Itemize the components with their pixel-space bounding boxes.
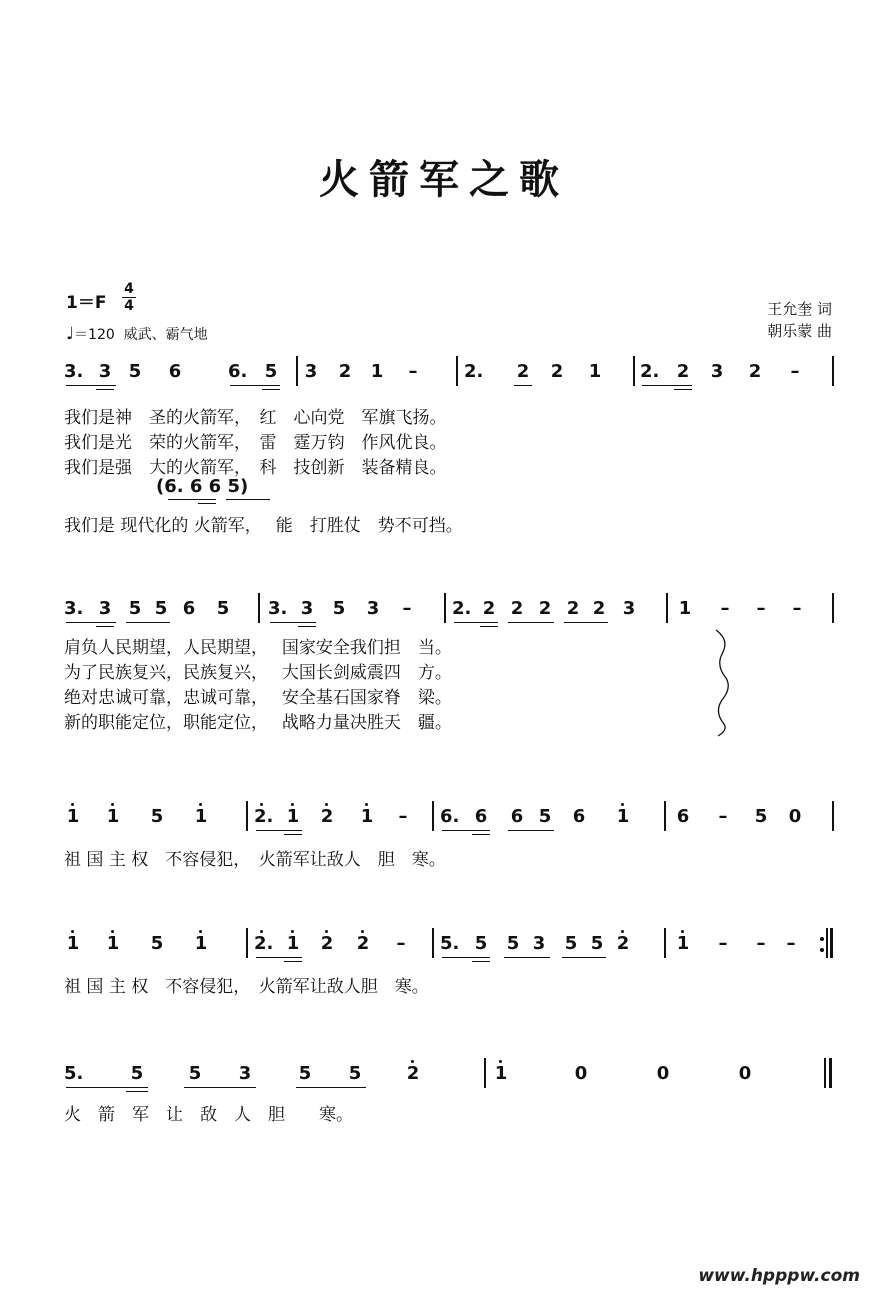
underline (472, 834, 490, 835)
note: 5. (440, 933, 460, 954)
high-octave-dot (291, 930, 294, 933)
note: – (756, 933, 766, 954)
lyric-line: 祖 国 主 权 不容侵犯， 火箭军让敌人 胆 寒。 (64, 850, 446, 870)
note: 2 (338, 361, 352, 382)
barline (246, 801, 248, 831)
underline (198, 503, 216, 504)
note: 5 (590, 933, 604, 954)
note: 6. (440, 806, 460, 827)
note: 2 (320, 933, 334, 954)
note: 1 (360, 806, 374, 827)
final-barline (829, 1058, 832, 1088)
note: 3 (238, 1063, 252, 1084)
note: 1 (676, 933, 690, 954)
note: 3 (366, 598, 380, 619)
barline (432, 801, 434, 831)
note: 2 (616, 933, 630, 954)
note: 3 (300, 598, 314, 619)
underline (284, 834, 302, 835)
note: 1 (66, 933, 80, 954)
barline (456, 356, 458, 386)
lyricist-credit: 王允奎 词 (767, 300, 832, 318)
note: 5 (348, 1063, 362, 1084)
note: 5 (128, 598, 142, 619)
note: 1 (194, 933, 208, 954)
note: 5 (754, 806, 768, 827)
high-octave-dot (111, 930, 114, 933)
note: 2 (550, 361, 564, 382)
note: 1 (616, 806, 630, 827)
high-octave-dot (411, 1060, 414, 1063)
note: – (786, 933, 796, 954)
underline (184, 1087, 256, 1088)
note: 1 (494, 1063, 508, 1084)
underline (504, 957, 550, 958)
note: 2 (320, 806, 334, 827)
note: – (408, 361, 418, 382)
tempo-bpm: ＝120 (74, 327, 115, 343)
high-octave-dot (621, 930, 624, 933)
note: 2 (516, 361, 530, 382)
note: 5 (264, 361, 278, 382)
high-octave-dot (325, 930, 328, 933)
underline (508, 622, 554, 623)
high-octave-dot (260, 930, 263, 933)
note: – (402, 598, 412, 619)
underline (96, 626, 114, 627)
note: 0 (788, 806, 802, 827)
key-signature: 1＝F (66, 293, 107, 313)
underline (256, 830, 302, 831)
time-signature-bottom: 4 (124, 298, 134, 314)
repeat-dot (820, 948, 824, 952)
underline (298, 626, 316, 627)
underline (442, 957, 490, 958)
note: 6 (168, 361, 182, 382)
note: 5 (150, 806, 164, 827)
note: 2 (566, 598, 580, 619)
high-octave-dot (71, 803, 74, 806)
note: 2 (538, 598, 552, 619)
note: 5 (216, 598, 230, 619)
note: 5 (298, 1063, 312, 1084)
barline (258, 593, 260, 623)
note: 3 (532, 933, 546, 954)
high-octave-dot (260, 803, 263, 806)
barline (484, 1058, 486, 1088)
underline (508, 830, 554, 831)
barline (666, 593, 668, 623)
high-octave-dot (499, 1060, 502, 1063)
lyric-line: 祖 国 主 权 不容侵犯， 火箭军让敌人胆 寒。 (64, 977, 429, 997)
note: 2 (676, 361, 690, 382)
underline (66, 1087, 148, 1088)
lyric-line: 绝对忠诚可靠，忠诚可靠， 安全基石国家脊 梁。 (64, 688, 452, 708)
note: 1 (286, 806, 300, 827)
note: 2. (464, 361, 484, 382)
underline (262, 389, 280, 390)
note: 2 (510, 598, 524, 619)
high-octave-dot (71, 930, 74, 933)
verse-bracket-icon (712, 628, 736, 738)
note: – (396, 933, 406, 954)
repeat-dot (820, 937, 824, 941)
bracket-notes: (6. 6 6 5) (156, 476, 249, 497)
underline (126, 622, 170, 623)
barline (633, 356, 635, 386)
underline (66, 622, 116, 623)
note: 0 (738, 1063, 752, 1084)
note: 5 (150, 933, 164, 954)
underline (454, 622, 498, 623)
note: 2. (640, 361, 660, 382)
lyric-line: 我们是光 荣的火箭军， 雷 霆万钧 作风优良。 (64, 433, 447, 453)
note: – (398, 806, 408, 827)
underline (562, 957, 606, 958)
note: – (792, 598, 802, 619)
high-octave-dot (199, 930, 202, 933)
note: 6 (182, 598, 196, 619)
note: 5 (130, 1063, 144, 1084)
barline (444, 593, 446, 623)
note: 2 (592, 598, 606, 619)
lyric-line: 我们是 现代化的 火箭军， 能 打胜仗 势不可挡。 (64, 516, 463, 536)
underline (270, 622, 316, 623)
underline (66, 385, 116, 386)
high-octave-dot (325, 803, 328, 806)
page-title: 火箭军之歌 (319, 156, 569, 203)
repeat-end-barline (830, 928, 833, 958)
underline (514, 385, 532, 386)
note: 3 (98, 361, 112, 382)
note: 6 (572, 806, 586, 827)
note: 2. (452, 598, 472, 619)
note: 3 (98, 598, 112, 619)
note: – (718, 806, 728, 827)
underline (674, 389, 692, 390)
barline (432, 928, 434, 958)
underline (296, 1087, 366, 1088)
note: 0 (574, 1063, 588, 1084)
lyric-line: 我们是强 大的火箭军， 科 技创新 装备精良。 (64, 458, 447, 478)
note: 1 (370, 361, 384, 382)
note: 3 (710, 361, 724, 382)
barline (824, 1058, 826, 1088)
high-octave-dot (681, 930, 684, 933)
barline (664, 928, 666, 958)
barline (296, 356, 298, 386)
barline (246, 928, 248, 958)
barline (826, 928, 828, 958)
note: 3. (64, 361, 84, 382)
barline (832, 593, 834, 623)
note: 1 (106, 806, 120, 827)
note: 2 (356, 933, 370, 954)
time-signature (122, 282, 136, 313)
note: 5 (506, 933, 520, 954)
quarter-note-icon: ♩ (66, 324, 75, 344)
note: 5 (188, 1063, 202, 1084)
note: 1 (286, 933, 300, 954)
note: 5 (474, 933, 488, 954)
note: – (718, 933, 728, 954)
composer-credit: 朝乐蒙 曲 (767, 322, 832, 340)
note: 0 (656, 1063, 670, 1084)
tempo-marking (66, 324, 208, 344)
note: 1 (66, 806, 80, 827)
high-octave-dot (291, 803, 294, 806)
note: 3 (304, 361, 318, 382)
high-octave-dot (621, 803, 624, 806)
note: 2. (254, 806, 274, 827)
high-octave-dot (365, 803, 368, 806)
underline (564, 622, 608, 623)
barline (832, 356, 834, 386)
note: – (720, 598, 730, 619)
note: 2. (254, 933, 274, 954)
underline (284, 961, 302, 962)
lyric-line: 我们是神 圣的火箭军， 红 心向党 军旗飞扬。 (64, 408, 447, 428)
note: 3. (268, 598, 288, 619)
note: 6. (228, 361, 248, 382)
watermark: www.hpppw.com (698, 1266, 860, 1286)
lyric-line: 为了民族复兴，民族复兴， 大国长剑威震四 方。 (64, 663, 452, 683)
underline (256, 957, 302, 958)
note: 5 (564, 933, 578, 954)
note: 1 (678, 598, 692, 619)
note: – (756, 598, 766, 619)
note: 3 (622, 598, 636, 619)
note: 5 (154, 598, 168, 619)
note: 3. (64, 598, 84, 619)
note: 1 (588, 361, 602, 382)
underline (442, 830, 490, 831)
high-octave-dot (199, 803, 202, 806)
note: 2 (406, 1063, 420, 1084)
underline (168, 499, 216, 500)
note: 5 (538, 806, 552, 827)
underline (226, 499, 270, 500)
note: 2 (482, 598, 496, 619)
underline (642, 385, 692, 386)
note: 5 (128, 361, 142, 382)
note: 1 (194, 806, 208, 827)
underline (472, 961, 490, 962)
high-octave-dot (111, 803, 114, 806)
note: 1 (106, 933, 120, 954)
note: 2 (748, 361, 762, 382)
underline (96, 389, 114, 390)
note: – (790, 361, 800, 382)
lyric-line: 肩负人民期望，人民期望， 国家安全我们担 当。 (64, 638, 452, 658)
note: 6 (676, 806, 690, 827)
lyric-line: 火 箭 军 让 敌 人 胆 寒。 (64, 1105, 353, 1125)
note: 5 (332, 598, 346, 619)
barline (664, 801, 666, 831)
barline (832, 801, 834, 831)
underline (480, 626, 498, 627)
tempo-expression: 威武、霸气地 (123, 327, 208, 343)
note: 5. (64, 1063, 84, 1084)
time-signature-top: 4 (124, 281, 134, 297)
underline (126, 1091, 148, 1092)
high-octave-dot (361, 930, 364, 933)
lyric-line: 新的职能定位，职能定位， 战略力量决胜天 疆。 (64, 713, 452, 733)
note: 6 (474, 806, 488, 827)
note: 6 (510, 806, 524, 827)
underline (230, 385, 280, 386)
